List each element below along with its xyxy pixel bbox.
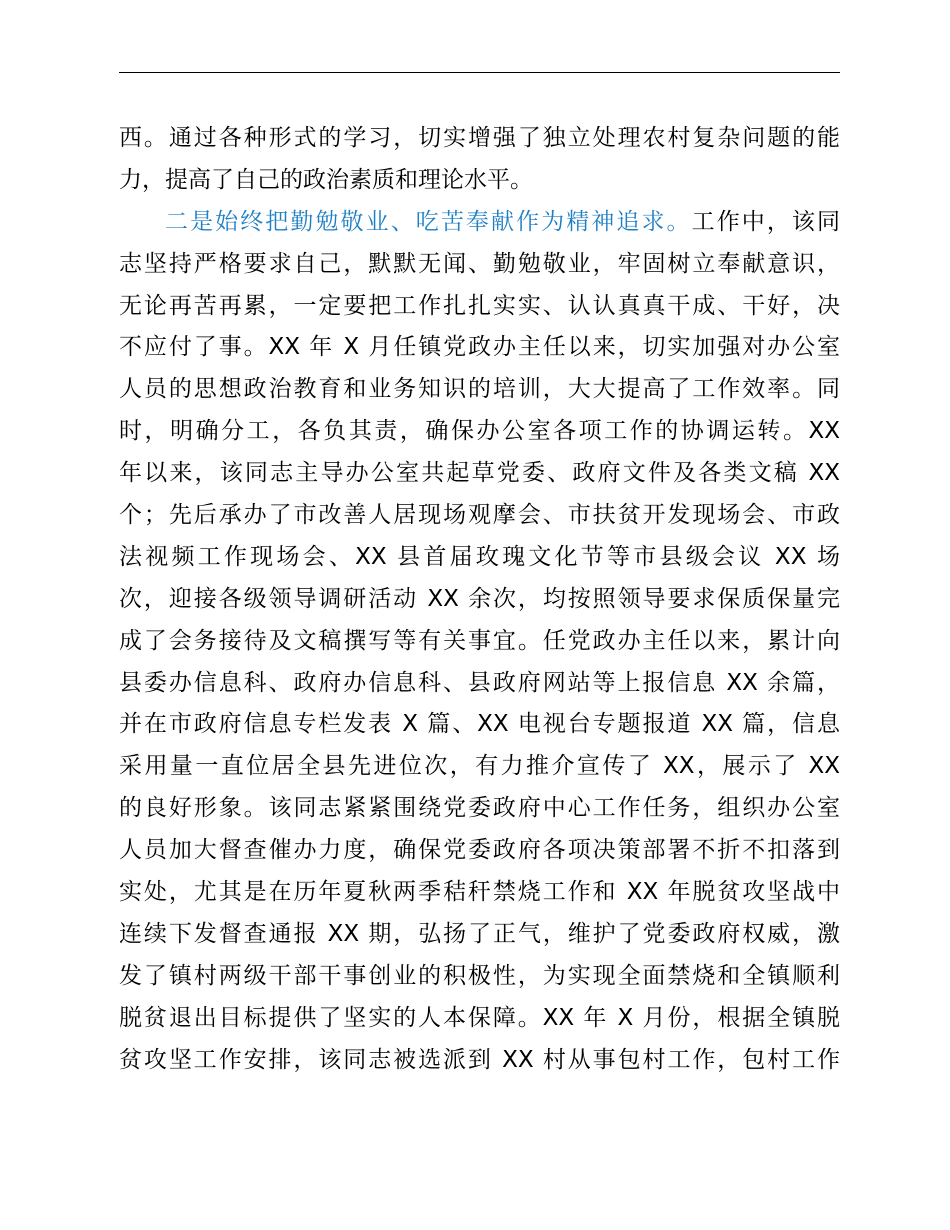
paragraph-2-line: 时，明确分工，各负其责，确保办公室各项工作的协调运转。XX <box>119 418 840 445</box>
paragraph-2-line: 县委办信息科、政府办信息科、县政府网站等上报信息 XX 余篇， <box>119 669 840 696</box>
paragraph-1-line-2: 力，提高了自己的政治素质和理论水平。 <box>119 166 533 193</box>
paragraph-2-line: 法视频工作现场会、XX 县首届玫瑰文化节等市县级会议 XX 场 <box>119 543 840 570</box>
paragraph-heading: 二是始终把勤勉敬业、吃苦奉献作为精神追求。 <box>165 208 692 235</box>
paragraph-2-line: 年以来，该同志主导办公室共起草党委、政府文件及各类文稿 XX <box>119 460 840 487</box>
paragraph-2-line: 脱贫退出目标提供了坚实的人本保障。XX 年 X 月份，根据全镇脱 <box>119 1004 840 1031</box>
paragraph-2-line: 实处，尤其是在历年夏秋两季秸秆禁烧工作和 XX 年脱贫攻坚战中 <box>119 879 840 906</box>
paragraph-2-line-1-rest: 工作中，该同 <box>691 208 840 235</box>
paragraph-2-line: 个；先后承办了市改善人居现场观摩会、市扶贫开发现场会、市政 <box>119 502 840 529</box>
paragraph-2-line: 采用量一直位居全县先进位次，有力推介宣传了 XX，展示了 XX <box>119 753 840 780</box>
paragraph-2-line: 发了镇村两级干部干事创业的积极性，为实现全面禁烧和全镇顺利 <box>119 962 840 989</box>
paragraph-2-line: 连续下发督查通报 XX 期，弘扬了正气，维护了党委政府权威，激 <box>119 920 840 947</box>
paragraph-1-line-1: 西。通过各种形式的学习，切实增强了独立处理农村复杂问题的能 <box>119 125 840 151</box>
paragraph-2-line-1 <box>119 202 840 244</box>
paragraph-2-line: 并在市政府信息专栏发表 X 篇、XX 电视台专题报道 XX 篇，信息 <box>119 711 840 738</box>
paragraph-2-line: 不应付了事。XX 年 X 月任镇党政办主任以来，切实加强对办公室 <box>119 334 840 361</box>
paragraph-2-line: 人员的思想政治教育和业务知识的培训，大大提高了工作效率。同 <box>119 376 840 403</box>
paragraph-2-line: 贫攻坚工作安排，该同志被选派到 XX 村从事包村工作，包村工作 <box>119 1046 840 1073</box>
body-text <box>119 118 840 1081</box>
paragraph-2-line: 次，迎接各级领导调研活动 XX 余次，均按照领导要求保质保量完 <box>119 585 840 612</box>
paragraph-2-line: 无论再苦再累，一定要把工作扎扎实实、认认真真干成、干好，决 <box>119 292 840 319</box>
paragraph-2-line: 成了会务接待及文稿撰写等有关事宜。任党政办主任以来，累计向 <box>119 627 840 654</box>
header-rule <box>119 72 840 73</box>
paragraph-2-line: 的良好形象。该同志紧紧围绕党委政府中心工作任务，组织办公室 <box>119 795 840 822</box>
paragraph-2-line: 志坚持严格要求自己，默默无闻、勤勉敬业，牢固树立奉献意识， <box>119 250 840 277</box>
paragraph-2-line: 人员加大督查催办力度，确保党委政府各项决策部署不折不扣落到 <box>119 837 840 864</box>
